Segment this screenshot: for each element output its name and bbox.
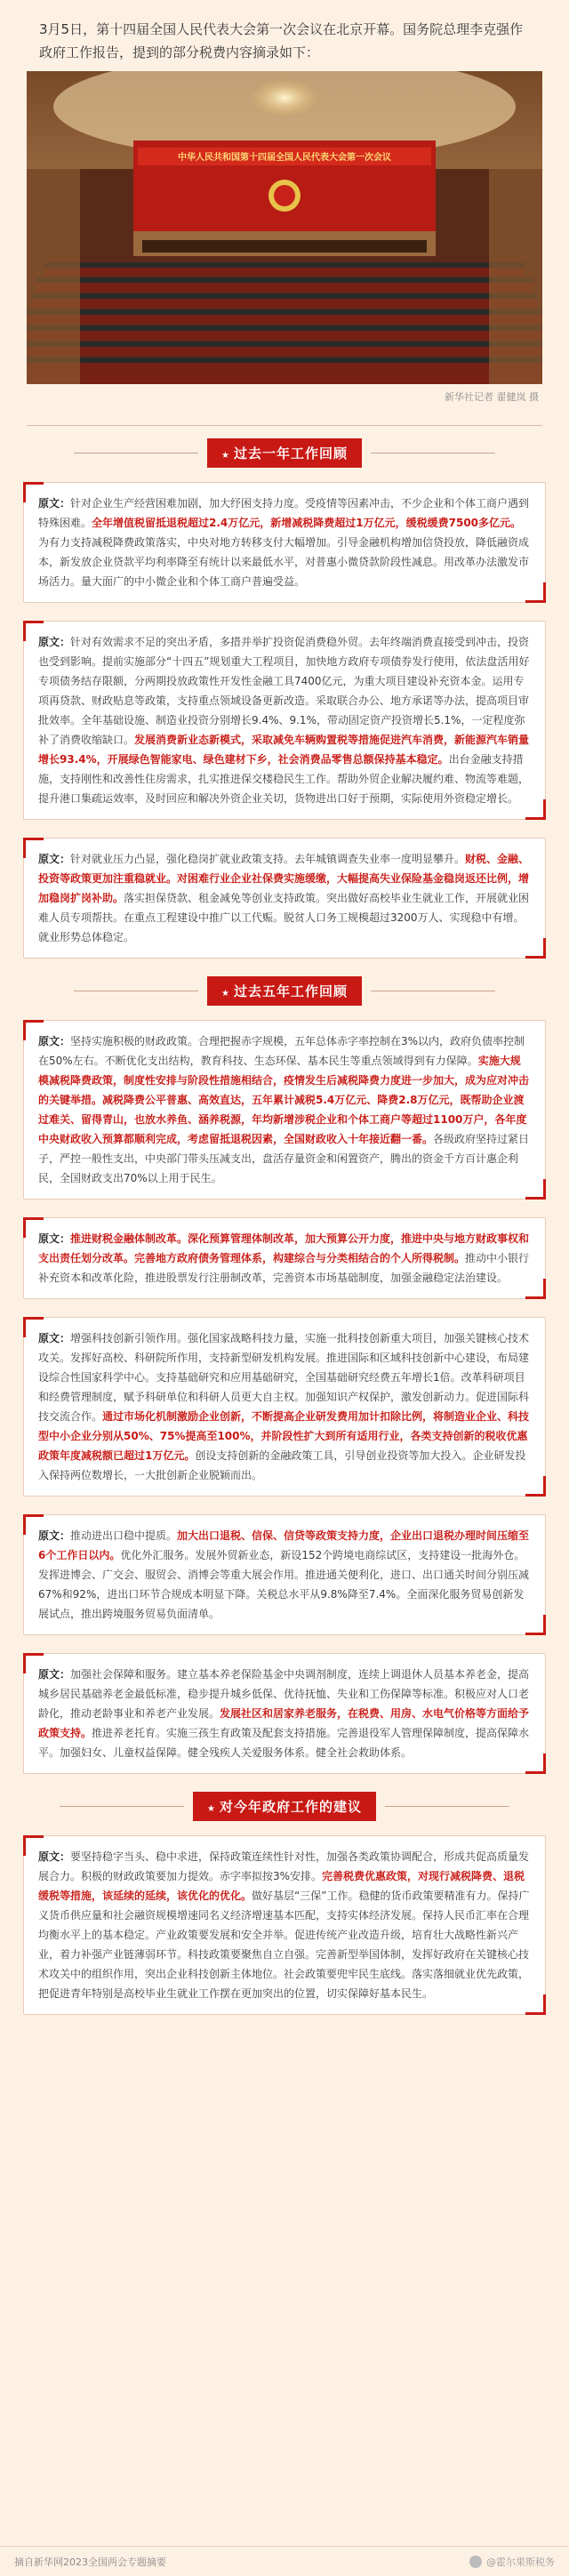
- title-line-right: [385, 1806, 509, 1807]
- card-label: 原文：: [38, 636, 71, 648]
- card-label: 原文：: [38, 1668, 71, 1681]
- card-label: 原文：: [38, 1850, 71, 1863]
- text-card: [23, 1653, 546, 1774]
- card-label: 原文：: [38, 1232, 71, 1245]
- body-text: 落实担保贷款、租金减免等创业支持政策。突出做好高校毕业生就业工作，开展就业困难人员专项帮扶。在重点工程建设中推广以工代赈。脱贫人口务工规模超过3200万人、实现稳中有增。就业形势总体稳定。: [38, 892, 530, 943]
- card-corner: [23, 1653, 44, 1673]
- assembly-hall-photo: [27, 71, 542, 384]
- text-card: [23, 838, 546, 959]
- card-corner: [525, 1279, 546, 1299]
- title-line-left: [60, 1806, 184, 1807]
- card-corner: [525, 799, 546, 820]
- text-card: [23, 1835, 546, 2015]
- star-icon: ★: [221, 989, 230, 999]
- text-card: [23, 1514, 546, 1635]
- body-text: 要坚持稳字当头、稳中求进，保持政策连续性针对性，加强各类政策协调配合，形成共促高质量发展合力。积极的财政政策要加力提效。赤字率拟按3%安排。: [38, 1850, 530, 1882]
- body-text: 加强社会保障和服务。建立基本养老保险基金中央调剂制度，连续上调退休人员基本养老金，提高城乡居民基础养老金最低标准，稳步提升城乡低保、优待抚恤、失业和工伤保障等标准。积极应对人口老龄化，推动老龄事业和养老产业发展。: [38, 1668, 530, 1720]
- section-title-this-year: [0, 1792, 569, 1821]
- body-text: 做好基层“三保”工作。稳健的货币政策要精准有力。保持广义货币供应量和社会融资规模增速同名义经济增速基本匹配，支持实体经济发展。保持人民币汇率在合理均衡水平上的基本稳定。产业政策要发展和安全并举。促进传统产业改造升级，培育壮大战略性新兴产业，着力补强产业链薄弱环节。科技政策要聚焦自立自强。完善新型举国体制，发挥好政府在关键核心技术攻关中的组织作用，突出企业科技创新主体地位。社会政策要兜牢民生底线。落实落细就业优先政策，把促进青年特别是高校毕业生就业工作摆在更加突出的位置，切实保障好基本民生。: [38, 1890, 530, 2000]
- highlighted-text: 发展消费新业态新模式，采取减免车辆购置税等措施促进汽车消费，新能源汽车销量增长93.4%，开展绿色智能家电、绿色建材下乡，社会消费品零售总额保持基本稳定。: [38, 734, 530, 766]
- card-corner: [525, 1476, 546, 1497]
- highlighted-text: 推进财税金融体制改革。深化预算管理体制改革，加大预算公开力度，推进中央与地方财政事权和支出责任划分改革。完善地方政府债务管理体系，构建综合与分类相结合的个人所得税制。: [38, 1232, 530, 1264]
- divider: [27, 425, 542, 426]
- highlighted-text: 全年增值税留抵退税超过2.4万亿元，新增减税降费超过1万亿元，缓税缓费7500多亿元。: [92, 517, 522, 529]
- text-card: [23, 1217, 546, 1299]
- highlighted-text: 发展社区和居家养老服务，在税费、用房、水电气价格等方面给予政策支持。: [38, 1707, 530, 1739]
- body-text: 为有力支持减税降费政策落实，中央对地方转移支付大幅增加。引导金融机构增加信贷投放，降低融资成本，新发放企业贷款平均利率降至有统计以来最低水平，对普惠小微贷款阶段性减息。用改革办法激发市场活力。量大面广的中小微企业和个体工商户普遍受益。: [38, 536, 530, 588]
- body-text: 推进养老托育。实施三孩生育政策及配套支持措施。完善退役军人管理保障制度，提高保障水平。加强妇女、儿童权益保障。健全残疾人关爱服务体系。健全社会救助体系。: [38, 1727, 530, 1759]
- highlighted-text: 通过市场化机制激励企业创新，不断提高企业研发费用加计扣除比例，将制造业企业、科技型中小企业分别从50%、75%提高至100%，并阶段性扩大到所有适用行业，各类支持创新的税收优惠政策年度减税额已超过1万亿元。: [38, 1410, 530, 1462]
- footer-source: 摘自新华网2023全国两会专题摘要: [14, 2556, 166, 2568]
- section-tag-text: 对今年政府工作的建议: [219, 1799, 362, 1815]
- card-corner: [525, 1615, 546, 1635]
- section-title-past-five-years: [0, 976, 569, 1006]
- body-text: 针对企业生产经营困难加剧，加大纾困支持力度。受疫情等因素冲击，不少企业和个体工商户遇到特殊困难。: [38, 497, 530, 529]
- card-corner: [525, 938, 546, 959]
- section-tag-text: 过去五年工作回顾: [233, 983, 348, 999]
- body-text: 增强科技创新引领作用。强化国家战略科技力量，实施一批科技创新重大项目，加强关键核心技术攻关。发挥好高校、科研院所作用，支持新型研发机构发展。推进国际和区域科技创新中心建设，布局建设综合性国家科学中心。支持基础研究和应用基础研究，全国基础研究经费五年增长1倍。改革科研项目和经费管理制度，赋予科研单位和科研人员更大自主权。加强知识产权保护，激发创新动力。促进国际科技交流合作。: [38, 1332, 530, 1423]
- brand-logo-icon: [469, 2556, 482, 2568]
- body-text: 推动进出口稳中提质。: [70, 1529, 178, 1542]
- section-tag: [193, 1792, 376, 1821]
- card-corner: [23, 838, 44, 858]
- card-corner: [525, 1994, 546, 2015]
- body-text: 各级政府坚持过紧日子，严控一般性支出，中央部门带头压减支出，盘活存量资金和闲置资产，腾出的资金千方百计惠企利民，全国财政支出70%以上用于民生。: [38, 1133, 530, 1184]
- section-tag: [207, 438, 362, 468]
- card-corner: [23, 1217, 44, 1238]
- body-text: 创设支持创新的金融政策工具，引导创业投资等加大投入。企业研发投入保持两位数增长，一大批创新企业脱颖而出。: [38, 1449, 526, 1481]
- highlighted-text: 实施大规模减税降费政策，制度性安排与阶段性措施相结合，疫情发生后减税降费力度进一步加大，成为应对冲击的关键举措。减税降费公平普惠、高效直达，五年累计减税5.4万亿元、降费2.8万亿元，既帮助企业渡过难关、留得青山，也放水养鱼、涵养税源，年均新增涉税企业和个体工商户等超过1100万户，各年度中央财政收入预算都顺利完成，考虑留抵退税因素，全国财政收入十年接近翻一番。: [38, 1055, 530, 1145]
- intro-text: 3月5日，第十四届全国人民代表大会第一次会议在北京开幕。国务院总理李克强作政府工作报告，提到的部分税费内容摘录如下：: [39, 21, 524, 60]
- body-text: 针对有效需求不足的突出矛盾，多措并举扩投资促消费稳外贸。去年终端消费直接受到冲击，投资也受到影响。提前实施部分“十四五”规划重大工程项目，加快地方政府专项债券发行使用，依法盘活用好专项债务结存限额，分两期投放政策性开发性金融工具7400亿元，为重大项目建设补充资本金。运用专项再贷款、财政贴息等政策，支持重点领域设备更新改造。采取联合办公、地方承诺等办法，提高项目审批效率。全年基础设施、制造业投资分别增长9.4%、9.1%，带动固定资产投资增长5.1%，一定程度弥补了消费收缩缺口。: [38, 636, 530, 746]
- card-corner: [525, 1179, 546, 1200]
- card-corner: [23, 1317, 44, 1337]
- body-text: 坚持实施积极的财政政策。合理把握赤字规模，五年总体赤字率控制在3%以内，政府负债率控制在50%左右。不断优化支出结构，教育科技、生态环保、基本民生等重点领域得到有力保障。: [38, 1035, 525, 1067]
- card-label: 原文：: [38, 1529, 71, 1542]
- card-corner: [23, 1020, 44, 1040]
- photo-container: [27, 71, 542, 404]
- highlighted-text: 财税、金融、投资等政策更加注重稳就业。对困难行业企业社保费实施缓缴，大幅提高失业保险基金稳岗返还比例，增加稳岗扩岗补助。: [38, 853, 530, 904]
- card-label: 原文：: [38, 497, 71, 510]
- footer: [0, 2546, 569, 2576]
- section-title-past-year: [0, 438, 569, 468]
- highlighted-text: 完善税费优惠政策，对现行减税降费、退税缓税等措施，该延续的延续，该优化的优化。: [38, 1870, 525, 1902]
- text-card: [23, 482, 546, 603]
- card-label: 原文：: [38, 1332, 71, 1344]
- star-icon: ★: [221, 451, 230, 461]
- photo-credit: 新华社记者 翟健岚 摄: [445, 391, 539, 403]
- card-corner: [23, 1835, 44, 1856]
- footer-brand: [469, 2555, 555, 2569]
- card-corner: [525, 1753, 546, 1774]
- text-card: [23, 1020, 546, 1200]
- body-text: 出台金融支持措施，支持刚性和改善性住房需求，扎实推进保交楼稳民生工作。帮助外贸企业解决履约难、物流等难题，提升港口集疏运效率，及时回应和解决外资企业关切，货物进出口好于预期，实际使用外资稳定增长。: [38, 753, 530, 805]
- card-corner: [525, 582, 546, 603]
- body-text: 针对就业压力凸显，强化稳岗扩就业政策支持。去年城镇调查失业率一度明显攀升。: [70, 853, 466, 865]
- section-tag: [207, 976, 362, 1006]
- footer-brand-text: @霍尔果斯税务: [486, 2556, 555, 2568]
- card-label: 原文：: [38, 1035, 71, 1047]
- assembly-banner-text: 中华人民共和国第十四届全国人民代表大会第一次会议: [178, 153, 391, 163]
- star-icon: ★: [207, 1804, 216, 1814]
- text-card: [23, 1317, 546, 1497]
- highlighted-text: 加大出口退税、信保、信贷等政策支持力度，企业出口退税办理时间压缩至6个工作日以内。: [38, 1529, 530, 1561]
- body-text: 优化外汇服务。发展外贸新业态，新设152个跨境电商综试区，支持建设一批海外仓。发挥进博会、广交会、服贸会、消博会等重大展会作用。推进通关便利化，进口、出口通关时间分别压减67%和92%，进出口环节合规成本明显下降。关税总水平从9.8%降至7.4%。全面深化服务贸易创新发展试点，推出跨境服务贸易负面清单。: [38, 1549, 530, 1620]
- text-card: [23, 621, 546, 820]
- card-corner: [23, 621, 44, 641]
- card-corner: [23, 1514, 44, 1535]
- body-text: 推动中小银行补充资本和改革化险，推进股票发行注册制改革，完善资本市场基础制度，加强金融稳定法治建设。: [38, 1252, 530, 1284]
- card-label: 原文：: [38, 853, 71, 865]
- section-tag-text: 过去一年工作回顾: [233, 445, 348, 461]
- card-corner: [23, 482, 44, 502]
